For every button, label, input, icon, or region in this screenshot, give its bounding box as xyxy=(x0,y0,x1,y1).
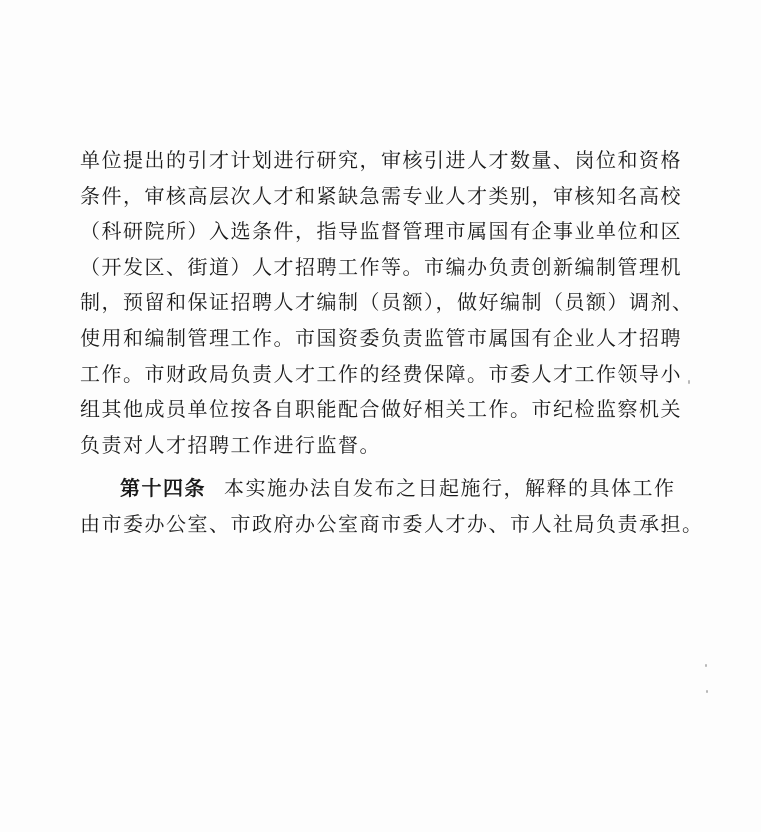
paragraph-line: 负责对人才招聘工作进行监督。 xyxy=(80,432,381,457)
scan-speck xyxy=(688,380,690,384)
paragraph-line: 工作。市财政局负责人才工作的经费保障。市委人才工作领导小 xyxy=(80,361,682,386)
article-14-first-line xyxy=(80,471,680,507)
scan-speck xyxy=(706,690,708,693)
paragraph-line: 条件，审核高层次人才和紧缺急需专业人才类别，审核知名高校 xyxy=(80,183,682,208)
paragraph-line: 组其他成员单位按各自职能配合做好相关工作。市纪检监察机关 xyxy=(80,397,682,422)
paragraph-line: （科研院所）入选条件，指导监督管理市属国有企事业单位和区 xyxy=(80,219,682,244)
paragraph-line: 使用和编制管理工作。市国资委负责监管市属国有企业人才招聘 xyxy=(80,325,682,350)
paragraph-spacing xyxy=(80,463,680,471)
article-14-text: 本实施办法自发布之日起施行，解释的具体工作 xyxy=(224,476,676,501)
paragraph-line: 单位提出的引才计划进行研究，审核引进人才数量、岗位和资格 xyxy=(80,148,682,172)
document-body xyxy=(80,143,704,543)
paragraph-line: 制，预留和保证招聘人才编制（员额），做好编制（员额）调剂、 xyxy=(80,290,694,315)
paragraph-line: （开发区、街道）人才招聘工作等。市编办负责创新编制管理机 xyxy=(80,254,682,279)
article-14-heading: 第十四条 xyxy=(120,476,206,501)
scan-speck xyxy=(705,664,707,667)
article-14-second-line: 由市委办公室、市政府办公室商市委人才办、市人社局负责承担。 xyxy=(80,511,704,536)
